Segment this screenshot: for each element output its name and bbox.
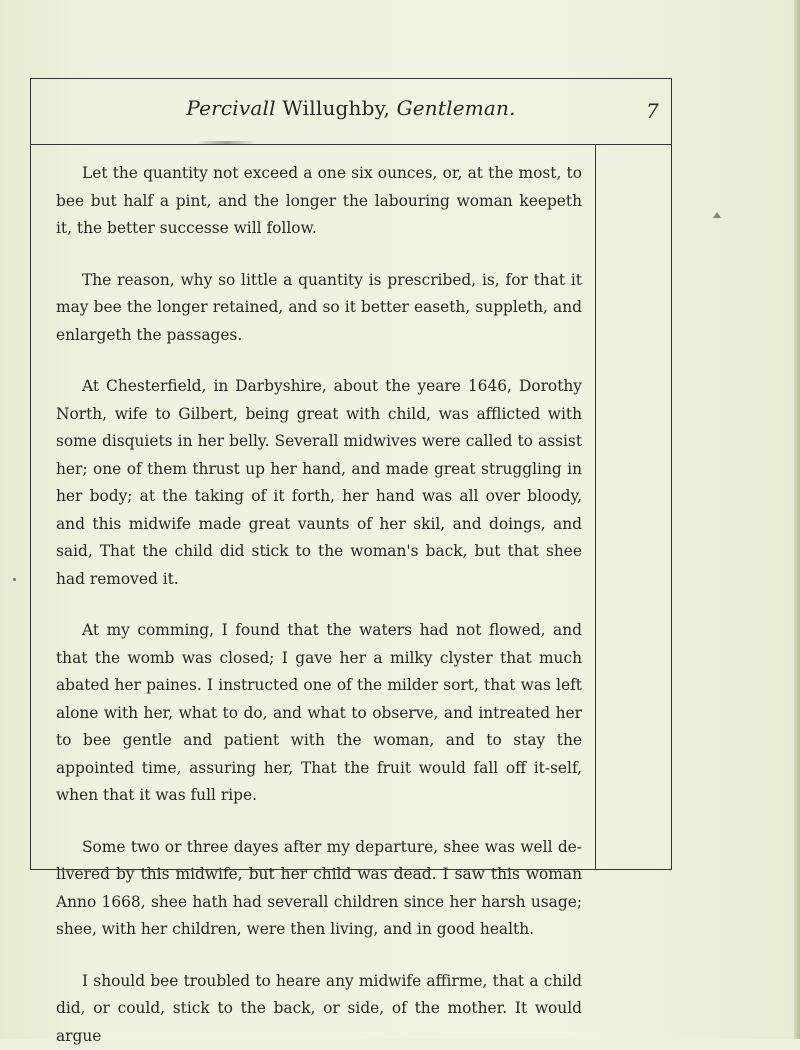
body-text <box>56 160 582 1050</box>
paragraph: At Chesterfield, in Darbyshire, about the yeare 1646, Dorothy North, wife to Gilbert, being great with child, was afflicted with some disquiets in her belly. Severall midwives were called to assist her; one of them thrust up her hand, and made great struggling in her body; at the taking of it forth, her hand was all over bloody, and this midwife made great vaunts of her skil, and doings, and said, That the child did stick to the woman's back, but that shee had removed it. <box>56 373 582 593</box>
paragraph: Let the quantity not exceed a one six ounces, or, at the most, to bee but half a pint, and the longer the labouring woman keepeth it, the better successe will follow. <box>56 160 582 243</box>
running-head-title <box>30 96 672 120</box>
running-head-role: Gentleman. <box>397 96 516 120</box>
paragraph: The reason, why so little a quantity is prescribed, is, for that it may bee the longer retained, and so it better easeth, suppleth, and enlargeth the passages. <box>56 267 582 350</box>
paragraph: At my comming, I found that the waters had not flowed, and that the womb was closed; I gave her a milky clyster that much abated her paines. I instructed one of the milder sort, that was left alone with her, what to do, and what to observe, and intreated her to bee gentle and patient with the woman, and to stay the appointed time, assuring her, That the fruit would fall off it-self, when that it was full ripe. <box>56 617 582 810</box>
scan-mark <box>195 141 257 144</box>
margin-dot <box>13 578 16 581</box>
header-divider <box>30 144 672 145</box>
margin-column-divider <box>595 145 596 870</box>
page-number: 7 <box>646 99 659 123</box>
paragraph: Some two or three dayes after my departure, shee was well de-livered by this midwife, but her child was dead. I saw this woman Anno 1668, shee hath had severall children since her harsh usage; shee, with her children, were then living, and in good health. <box>56 834 582 944</box>
page-edge <box>794 0 800 1039</box>
bleed-through-mark <box>713 212 721 218</box>
running-head-author: Percivall <box>186 96 275 120</box>
paragraph: I should bee troubled to heare any midwife affirme, that a child did, or could, stick to the back, or side, of the mother. It would argue <box>56 968 582 1050</box>
running-head-name: Willughby, <box>282 96 390 120</box>
running-head <box>30 78 672 144</box>
